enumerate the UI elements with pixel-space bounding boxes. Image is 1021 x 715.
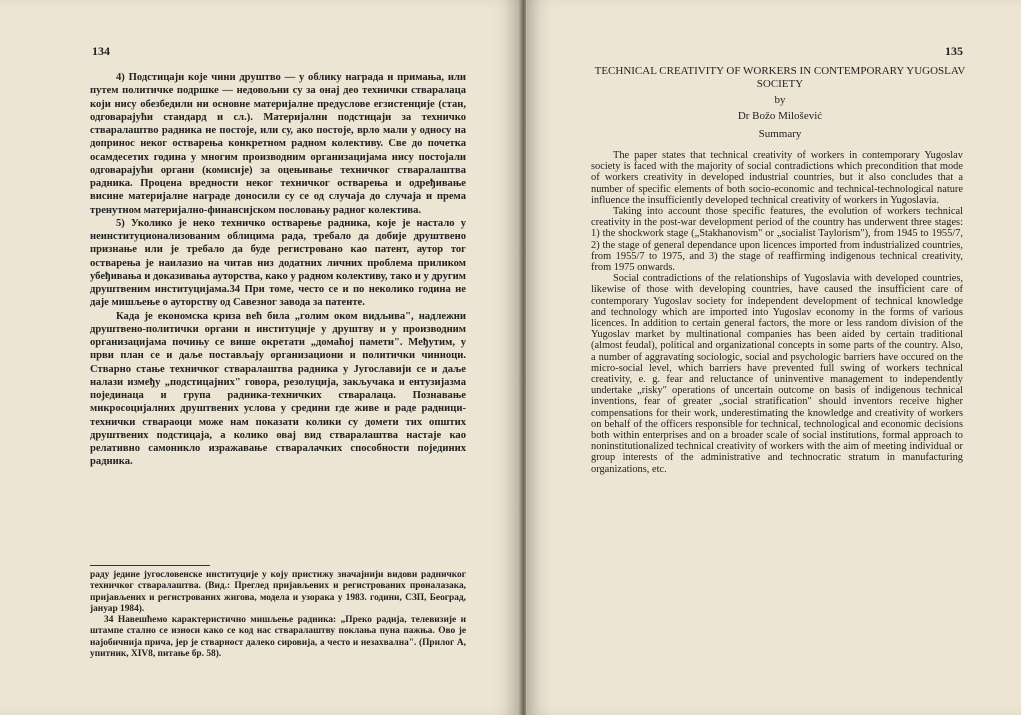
right-body-text [591,150,963,475]
paragraph: 5) Уколико је неко техничко остварење радника, које је настало у неинституционализованим облицима рада, требало да добије друштвено признање или је требало да буде регистровано као патент, аутор тог остварења је наилазио на читав низ додатних личних проблема приликом убеђивања и доказивања ауторства, како у радном колективу, тако и у другим друштвеним институцијама.34 При томе, често се и по неколико година не даје мишљење о ауторству од Савезног завода за патенте. [90,217,466,309]
left-body-text [90,71,466,469]
page-number-right: 135 [945,44,963,58]
paragraph: 4) Подстицаји које чини друштво — у облику награда и примања, или путем политичке подршке — недовољни су за онај део технички стваралаца који нису обезбедили ни основне материјалне предуслове егзистенције (стан, одговарајући стандард и сл.). Материјални подстицаји за техничко стваралаштво радника не постоје, или су, ако постоје, врло мали у односу на допринос неког остварења конкретном радном колективу. Све до почетка осамдесетих година у многим производним организацијама нису постојали одговарајући органи (комисије) за оцењивање техничког стваралаштва радника. Процена вредности неког техничког остварења и одређивање висине материјалне награде доносили су се од случаја до случаја и према тренутном материјално-финансијском пословању радног колектива. [90,72,466,216]
summary-heading: Summary [758,128,802,140]
footnote-rule [90,565,210,566]
byline: by [774,94,786,106]
footnotes [90,570,466,660]
paragraph: Taking into account those specific features, the evolution of workers technical creativity in the post-war development period of the country has underwent three stages: 1) the shockwork stage („Stakhanovism" or „socialist Taylorism"), from 1945 to 1955/7, 2) the stage of general dependance upon licences imported from industrialized countries, from 1955/7 to 1975, and 3) the stage of reaffirming indigenous technical creativity, from 1975 onwards. [591,206,963,274]
footnote: раду једине југословенске институције у коју пристижу значајнији видови радничког техничког стваралаштва. (Вид.: Преглед пријављених и регистрованих проналазака, пријављених и регистрованих жигова, модела и узорака у 1983. години, СЗП, Београд, јануар 1984). [90,570,466,614]
paragraph: Social contradictions of the relationships of Yugoslavia with developed countries, likewise of those with developing countries, have caused the insufficient care of contemporary Yugoslav society for independent development of technical knowledge and technology which are imported into Yugoslav economy in the forms of various licences. In addition to certain general factors, the more or less random division of the Yugoslav market by multinational companies has been aided by certain traditional (almost feudal), political and organizational concepts in some parts of the country. Also, a number of aggravating sociologic, social and psychologic barriers have occured on the micro-social level, which barriers have prevented full swing of workers technical creativity, e. g. fear and reluctance of uninventive management to independently undertake „risky" operations of uncertain outcome on basis of indigenous technical inventions, fear of greater „social stratification" should inventors receive higher compensations for their work, underestimating the knowledge and creativity of workers on behalf of the officers responsible for technical, technological and economic decisions both within enterprises and on a broader scale of social institutions, formal approach to noninstitutionalized technical creativity of workers with the aim of meeting individual or group interests of the administrative and technocratic stratum in manufacturing organizations, etc. [591,273,963,475]
footnote: 34 Навешћемо карактеристично мишљење радника: „Преко радија, телевизије и штампе стално се износи како се код нас стваралаштву поклања пуна пажња. Ово је најобичнија прича, јер је стварност далеко сировија, а често и незахвална". (Прилог А, упитник, XIV8, питање бр. 58). [90,615,466,660]
page-number-left: 134 [92,44,110,58]
article-title: TECHNICAL CREATIVITY OF WORKERS IN CONTEMPORARY YUGOSLAV SOCIETY [594,65,966,90]
paragraph: The paper states that technical creativity of workers in contemporary Yugoslav society is faced with the majority of social contradictions which precondition that mode of workers creativity in developed industrial countries, but it also concludes that a number of specific elements of both socio-economic and technical-technological nature influence the insufficiently developed technical creativity of workers in Yugoslavia. [591,150,963,206]
paragraph: Када је економска криза већ била „голим оком видљива", надлежни друштвено-политички органи и институције у друштву и у производним организацијама почињу се више окретати „домаћој памети". Међутим, у први план се и даље постављају организациони и политички чиниоци. Стварно стање техничког стваралаштва радника у Југославији се и даље налази између „подстицајних" говора, резолуција, закључака и ентузијазма појединаца и група радника-техничких стваралаца. Познавање микросоцијалних друштвених услова у средини где живе и раде радници-технички ствараоци може нам показати колики су домети тих општих друштвених подстицаја, а колико овај вид стваралаштва настаје као релативно самоникло изражавање стваралачких способности појединих радника. [90,310,466,468]
author-name: Dr Božo Milošević [737,110,823,122]
